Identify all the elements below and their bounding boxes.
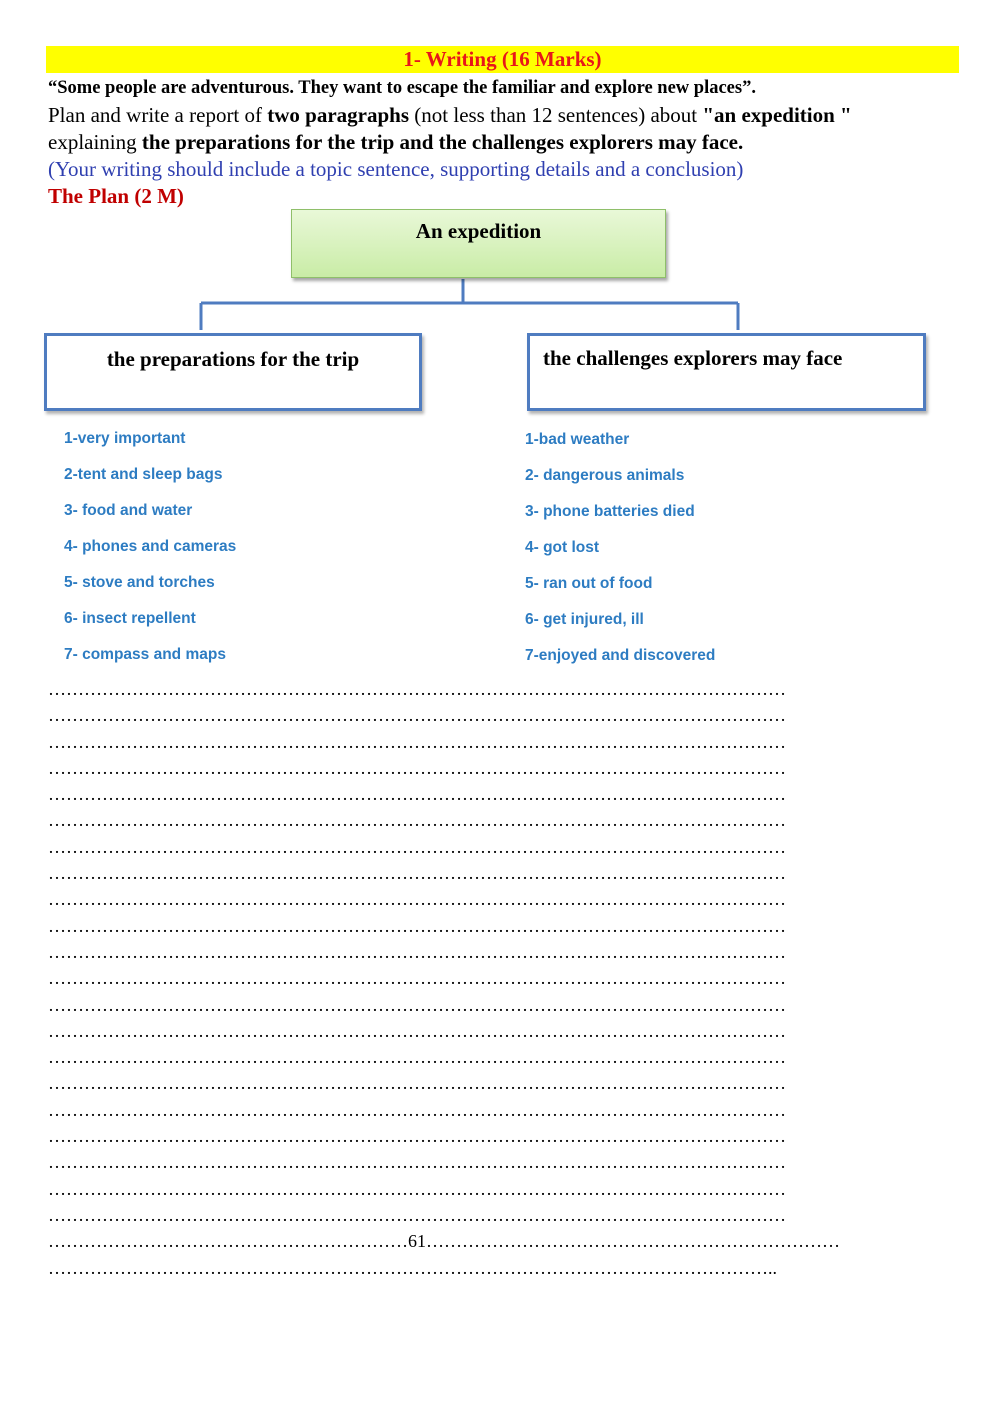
writing-line[interactable]: …………………………………………………………………………………………………………… [48, 1047, 786, 1068]
writing-line[interactable]: …………………………………………………………………………………………………………… [48, 863, 786, 884]
page-number: 61 [408, 1231, 426, 1252]
instruction-text: Plan and write a report of [48, 103, 268, 127]
writing-line[interactable]: …………………………………………………………………………………………………………… [48, 1204, 786, 1225]
writing-line-dots: …………………………………………………………… [426, 1231, 840, 1252]
writing-line[interactable]: …………………………………………………………………………………………………………… [48, 731, 786, 752]
writing-line[interactable]: …………………………………………………………………………………………………………… [48, 1152, 786, 1173]
writing-line[interactable]: …………………………………………………………………………………………………………… [48, 705, 786, 726]
list-item: 5- ran out of food [525, 575, 653, 592]
writing-line[interactable]: …………………………………………………………………………………………………………… [48, 1178, 786, 1199]
writing-line[interactable]: …………………………………………………………………………………………………………… [48, 1099, 786, 1120]
writing-line-dots: …………………………………………………… [48, 1231, 408, 1252]
list-item: 4- phones and cameras [64, 538, 237, 555]
writing-line[interactable]: …………………………………………………………………………………………………………… [48, 1020, 786, 1041]
writing-line[interactable]: …………………………………………………………………………………………………………… [48, 810, 786, 831]
section-title: 1- Writing (16 Marks) [403, 47, 602, 71]
list-item: 4- got lost [525, 539, 600, 556]
writing-line[interactable]: …………………………………………………………………………………………………………… [48, 1073, 786, 1094]
list-item: 3- food and water [64, 502, 193, 519]
writing-line[interactable]: …………………………………………………………………………………………………………… [48, 757, 786, 778]
instruction-text: explaining [48, 130, 142, 154]
list-item: 5- stove and torches [64, 574, 215, 591]
diagram-root-label: An expedition [415, 219, 542, 243]
list-item: 6- get injured, ill [525, 611, 644, 628]
section-title-banner [46, 46, 959, 73]
writing-line[interactable]: …………………………………………………………………………………………………………… [48, 836, 786, 857]
instruction-bold-topic: "an expedition " [702, 103, 852, 127]
branch-label: the challenges explorers may face [543, 346, 843, 370]
writing-line[interactable]: …………………………………………………………………………………………………………… [48, 941, 786, 962]
writing-line[interactable]: …………………………………………………………………………………………………………… [48, 679, 786, 699]
challenges-list [525, 429, 715, 681]
instruction-note: (Your writing should include a topic sentence, supporting details and a conclusion) [48, 157, 744, 181]
writing-line[interactable]: …………………………………………………………………………………………………………… [48, 1126, 786, 1147]
writing-line[interactable]: …………………………………………………………………………………………………………… [48, 915, 786, 936]
writing-line[interactable]: …………………………………………………………………………………………………………… [48, 784, 786, 805]
instruction-bold-paragraphs: two paragraphs [267, 103, 410, 127]
instruction-text: (not less than 12 sentences) about [409, 103, 703, 127]
list-item: 2-tent and sleep bags [64, 466, 223, 483]
writing-line[interactable]: …………………………………………………………………………………………………………… [48, 889, 786, 910]
instruction-line-1 [48, 103, 852, 128]
list-item: 6- insect repellent [64, 610, 196, 627]
writing-lines [48, 676, 940, 1281]
list-item: 2- dangerous animals [525, 467, 685, 484]
writing-line-last[interactable]: ………………………………………………………………………………………………………….. [48, 1257, 777, 1278]
instruction-line-2 [48, 130, 743, 155]
writing-line[interactable]: …………………………………………………………………………………………………………… [48, 968, 786, 989]
list-item: 7-enjoyed and discovered [525, 647, 716, 664]
diagram-branch-challenges [527, 333, 926, 411]
list-item: 3- phone batteries died [525, 503, 695, 520]
plan-title: The Plan (2 M) [48, 184, 184, 208]
preparations-list [64, 428, 236, 680]
writing-line-page-number[interactable] [48, 1228, 940, 1254]
diagram-root-box [291, 209, 666, 278]
writing-line[interactable]: …………………………………………………………………………………………………………… [48, 994, 786, 1015]
prompt-quote: “Some people are adventurous. They want to escape the familiar and explore new places”. [48, 78, 756, 98]
branch-label: the preparations for the trip [106, 347, 360, 371]
instruction-bold-focus: the preparations for the trip and the challenges explorers may face. [141, 130, 744, 154]
list-item: 1-bad weather [525, 431, 630, 448]
list-item: 1-very important [64, 430, 186, 447]
list-item: 7- compass and maps [64, 646, 226, 663]
diagram-branch-preparations [44, 333, 422, 411]
